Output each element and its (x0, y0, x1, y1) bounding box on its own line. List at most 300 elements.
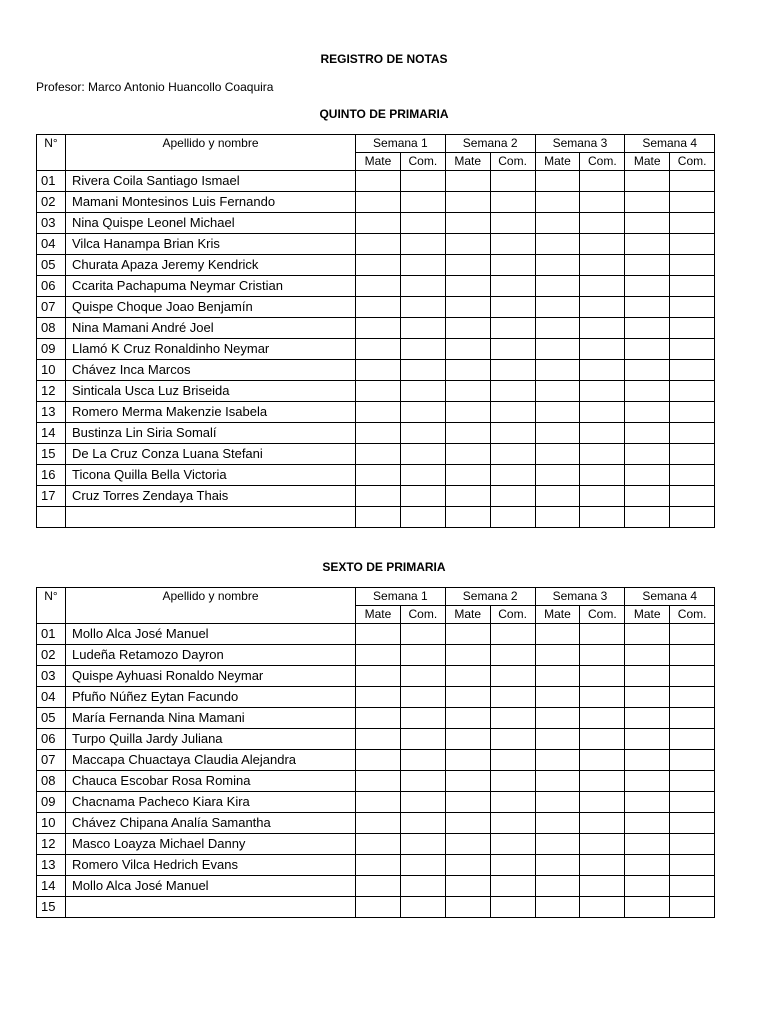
grade-cell[interactable] (445, 171, 490, 192)
grade-cell[interactable] (445, 276, 490, 297)
student-number: 06 (37, 276, 66, 297)
grade-cell[interactable] (356, 897, 401, 918)
grade-cell[interactable] (580, 486, 625, 507)
grade-cell[interactable] (400, 171, 445, 192)
grade-cell[interactable] (580, 876, 625, 897)
grade-cell[interactable] (670, 318, 715, 339)
grade-cell[interactable] (625, 276, 670, 297)
grade-cell[interactable] (445, 360, 490, 381)
grade-cell[interactable] (670, 507, 715, 528)
grade-cell[interactable] (535, 444, 580, 465)
grade-cell[interactable] (445, 192, 490, 213)
grade-cell[interactable] (400, 360, 445, 381)
grade-cell[interactable] (535, 750, 580, 771)
grade-cell[interactable] (535, 381, 580, 402)
grade-cell[interactable] (400, 381, 445, 402)
grade-cell[interactable] (490, 813, 535, 834)
header-week-1: Semana 1 (356, 588, 446, 606)
grade-cell[interactable] (490, 423, 535, 444)
grade-cell[interactable] (580, 339, 625, 360)
grade-cell[interactable] (356, 813, 401, 834)
student-name: Sinticala Usca Luz Briseida (66, 381, 356, 402)
student-name: De La Cruz Conza Luana Stefani (66, 444, 356, 465)
grade-cell[interactable] (580, 171, 625, 192)
student-number: 12 (37, 381, 66, 402)
grade-cell[interactable] (356, 507, 401, 528)
grade-cell[interactable] (670, 876, 715, 897)
grade-cell[interactable] (490, 318, 535, 339)
grade-cell[interactable] (670, 171, 715, 192)
grade-cell[interactable] (490, 645, 535, 666)
grade-cell[interactable] (535, 708, 580, 729)
grade-cell[interactable] (356, 444, 401, 465)
grade-cell[interactable] (356, 234, 401, 255)
student-number: 14 (37, 876, 66, 897)
grade-cell[interactable] (490, 897, 535, 918)
grade-cell[interactable] (535, 855, 580, 876)
grade-cell[interactable] (580, 381, 625, 402)
grade-cell[interactable] (445, 834, 490, 855)
grade-cell[interactable] (445, 813, 490, 834)
grade-cell[interactable] (580, 402, 625, 423)
grade-cell[interactable] (356, 381, 401, 402)
student-number: 07 (37, 750, 66, 771)
grade-cell[interactable] (580, 255, 625, 276)
grade-cell[interactable] (580, 750, 625, 771)
grade-cell[interactable] (670, 645, 715, 666)
grade-cell[interactable] (490, 192, 535, 213)
grade-cell[interactable] (400, 402, 445, 423)
grade-cell[interactable] (625, 465, 670, 486)
table-row (37, 276, 715, 297)
grade-cell[interactable] (580, 297, 625, 318)
grade-cell[interactable] (400, 708, 445, 729)
grade-cell[interactable] (670, 360, 715, 381)
grade-cell[interactable] (400, 213, 445, 234)
grade-cell[interactable] (670, 855, 715, 876)
header-name: Apellido y nombre (66, 135, 356, 171)
grade-cell[interactable] (490, 834, 535, 855)
grade-cell[interactable] (625, 192, 670, 213)
grade-cell[interactable] (535, 486, 580, 507)
grade-cell[interactable] (670, 297, 715, 318)
grade-cell[interactable] (400, 897, 445, 918)
grade-cell[interactable] (356, 402, 401, 423)
grade-cell[interactable] (670, 624, 715, 645)
grade-cell[interactable] (445, 255, 490, 276)
grade-cell[interactable] (535, 423, 580, 444)
grade-cell[interactable] (445, 750, 490, 771)
grade-cell[interactable] (670, 423, 715, 444)
grade-cell[interactable] (356, 318, 401, 339)
grade-cell[interactable] (580, 213, 625, 234)
grade-cell[interactable] (356, 750, 401, 771)
grade-cell[interactable] (625, 645, 670, 666)
grade-cell[interactable] (580, 708, 625, 729)
grade-cell[interactable] (625, 360, 670, 381)
grade-cell[interactable] (670, 486, 715, 507)
grade-cell[interactable] (625, 402, 670, 423)
grade-cell[interactable] (670, 276, 715, 297)
grade-cell[interactable] (356, 486, 401, 507)
grade-cell[interactable] (625, 792, 670, 813)
grade-cell[interactable] (670, 708, 715, 729)
grade-cell[interactable] (356, 666, 401, 687)
student-name: Chávez Chipana Analía Samantha (66, 813, 356, 834)
grade-cell[interactable] (490, 750, 535, 771)
grade-cell[interactable] (490, 381, 535, 402)
grade-cell[interactable] (535, 318, 580, 339)
header-week-1: Semana 1 (356, 135, 446, 153)
grade-cell[interactable] (625, 234, 670, 255)
grade-cell[interactable] (535, 687, 580, 708)
grade-cell[interactable] (625, 876, 670, 897)
header-mate: Mate (445, 153, 490, 171)
grade-cell[interactable] (535, 171, 580, 192)
table-row (37, 771, 715, 792)
grade-cell[interactable] (625, 339, 670, 360)
grade-cell[interactable] (490, 465, 535, 486)
table-row (37, 813, 715, 834)
grade-cell[interactable] (625, 507, 670, 528)
grade-cell[interactable] (535, 507, 580, 528)
grade-cell[interactable] (356, 729, 401, 750)
grade-cell[interactable] (445, 234, 490, 255)
grade-cell[interactable] (625, 834, 670, 855)
grade-cell[interactable] (535, 666, 580, 687)
grade-cell[interactable] (670, 750, 715, 771)
grade-cell[interactable] (445, 402, 490, 423)
student-number: 05 (37, 708, 66, 729)
grade-cell[interactable] (356, 255, 401, 276)
grade-cell[interactable] (535, 897, 580, 918)
grade-cell[interactable] (356, 192, 401, 213)
grade-cell[interactable] (625, 255, 670, 276)
grade-cell[interactable] (580, 192, 625, 213)
student-name: María Fernanda Nina Mamani (66, 708, 356, 729)
grades-table-quinto (36, 134, 715, 528)
grade-cell[interactable] (445, 876, 490, 897)
grade-cell[interactable] (400, 792, 445, 813)
grade-cell[interactable] (625, 381, 670, 402)
student-name: Bustinza Lin Siria Somalí (66, 423, 356, 444)
grade-cell[interactable] (445, 465, 490, 486)
grade-cell[interactable] (580, 624, 625, 645)
grade-cell[interactable] (400, 423, 445, 444)
grade-cell[interactable] (490, 687, 535, 708)
grade-cell[interactable] (400, 297, 445, 318)
grade-cell[interactable] (356, 423, 401, 444)
grade-cell[interactable] (625, 771, 670, 792)
grade-cell[interactable] (670, 444, 715, 465)
grade-cell[interactable] (356, 213, 401, 234)
header-number: N° (37, 588, 66, 624)
grade-cell[interactable] (400, 729, 445, 750)
student-name: Rivera Coila Santiago Ismael (66, 171, 356, 192)
student-name: Turpo Quilla Jardy Juliana (66, 729, 356, 750)
grade-cell[interactable] (535, 255, 580, 276)
student-number: 09 (37, 792, 66, 813)
grade-cell[interactable] (535, 213, 580, 234)
grade-cell[interactable] (445, 771, 490, 792)
grade-cell[interactable] (625, 687, 670, 708)
grade-cell[interactable] (535, 792, 580, 813)
grade-cell[interactable] (580, 276, 625, 297)
grade-cell[interactable] (670, 402, 715, 423)
grade-cell[interactable] (445, 792, 490, 813)
grade-cell[interactable] (625, 444, 670, 465)
grade-cell[interactable] (356, 360, 401, 381)
grade-cell[interactable] (356, 339, 401, 360)
table-row (37, 507, 715, 528)
grade-cell[interactable] (356, 771, 401, 792)
header-week-4: Semana 4 (625, 588, 715, 606)
grade-cell[interactable] (356, 834, 401, 855)
student-number: 14 (37, 423, 66, 444)
grade-cell[interactable] (490, 297, 535, 318)
grade-cell[interactable] (400, 318, 445, 339)
grade-cell[interactable] (625, 486, 670, 507)
grade-cell[interactable] (400, 624, 445, 645)
grade-cell[interactable] (445, 486, 490, 507)
grade-cell[interactable] (580, 792, 625, 813)
grade-cell[interactable] (400, 276, 445, 297)
grade-cell[interactable] (670, 255, 715, 276)
grade-cell[interactable] (490, 666, 535, 687)
grade-cell[interactable] (356, 276, 401, 297)
grade-cell[interactable] (670, 771, 715, 792)
grade-cell[interactable] (535, 360, 580, 381)
grade-cell[interactable] (625, 813, 670, 834)
grade-cell[interactable] (580, 855, 625, 876)
grade-cell[interactable] (580, 360, 625, 381)
grade-cell[interactable] (535, 771, 580, 792)
grade-cell[interactable] (625, 171, 670, 192)
grade-cell[interactable] (670, 813, 715, 834)
grade-cell[interactable] (400, 444, 445, 465)
grade-cell[interactable] (580, 729, 625, 750)
grade-cell[interactable] (580, 234, 625, 255)
grade-cell[interactable] (490, 171, 535, 192)
table-row (37, 318, 715, 339)
student-number (37, 507, 66, 528)
grade-cell[interactable] (625, 624, 670, 645)
student-number: 13 (37, 855, 66, 876)
table-row (37, 339, 715, 360)
grade-cell[interactable] (535, 624, 580, 645)
grade-cell[interactable] (400, 834, 445, 855)
grade-cell[interactable] (670, 687, 715, 708)
table-row (37, 687, 715, 708)
header-com: Com. (580, 606, 625, 624)
grade-cell[interactable] (445, 444, 490, 465)
student-name: Nina Mamani André Joel (66, 318, 356, 339)
grade-cell[interactable] (445, 423, 490, 444)
grade-cell[interactable] (490, 402, 535, 423)
grade-cell[interactable] (625, 297, 670, 318)
table-row (37, 192, 715, 213)
grade-cell[interactable] (490, 876, 535, 897)
student-number: 13 (37, 402, 66, 423)
grade-cell[interactable] (535, 645, 580, 666)
grade-cell[interactable] (400, 855, 445, 876)
grade-cell[interactable] (670, 729, 715, 750)
grade-cell[interactable] (445, 897, 490, 918)
grade-cell[interactable] (400, 666, 445, 687)
grade-cell[interactable] (445, 666, 490, 687)
grade-cell[interactable] (580, 771, 625, 792)
grade-cell[interactable] (445, 855, 490, 876)
grade-cell[interactable] (580, 507, 625, 528)
grade-cell[interactable] (356, 624, 401, 645)
table-row (37, 381, 715, 402)
grade-cell[interactable] (445, 729, 490, 750)
grade-cell[interactable] (535, 297, 580, 318)
grade-cell[interactable] (445, 339, 490, 360)
grade-cell[interactable] (535, 813, 580, 834)
grade-cell[interactable] (535, 402, 580, 423)
grade-cell[interactable] (356, 876, 401, 897)
grade-cell[interactable] (400, 813, 445, 834)
grade-cell[interactable] (580, 645, 625, 666)
student-number: 02 (37, 645, 66, 666)
grade-cell[interactable] (356, 708, 401, 729)
grade-cell[interactable] (490, 276, 535, 297)
student-number: 10 (37, 813, 66, 834)
grade-cell[interactable] (490, 486, 535, 507)
grade-cell[interactable] (445, 624, 490, 645)
grade-cell[interactable] (625, 423, 670, 444)
grade-cell[interactable] (356, 171, 401, 192)
grade-cell[interactable] (670, 339, 715, 360)
student-name: Ludeña Retamozo Dayron (66, 645, 356, 666)
header-com: Com. (490, 606, 535, 624)
student-name: Romero Vilca Hedrich Evans (66, 855, 356, 876)
grade-cell[interactable] (356, 792, 401, 813)
table-row (37, 834, 715, 855)
student-number: 01 (37, 624, 66, 645)
grade-cell[interactable] (490, 444, 535, 465)
grade-cell[interactable] (535, 876, 580, 897)
grade-cell[interactable] (625, 708, 670, 729)
grade-cell[interactable] (445, 297, 490, 318)
grade-cell[interactable] (490, 234, 535, 255)
grade-cell[interactable] (490, 792, 535, 813)
grade-cell[interactable] (535, 276, 580, 297)
grade-cell[interactable] (490, 360, 535, 381)
table-row (37, 423, 715, 444)
grade-cell[interactable] (625, 855, 670, 876)
grade-cell[interactable] (490, 213, 535, 234)
grade-cell[interactable] (625, 666, 670, 687)
grade-cell[interactable] (400, 687, 445, 708)
grade-cell[interactable] (535, 339, 580, 360)
grade-cell[interactable] (356, 297, 401, 318)
grade-cell[interactable] (670, 792, 715, 813)
grade-cell[interactable] (400, 876, 445, 897)
grade-cell[interactable] (400, 465, 445, 486)
grade-cell[interactable] (490, 708, 535, 729)
grade-cell[interactable] (356, 687, 401, 708)
grade-cell[interactable] (580, 465, 625, 486)
grade-cell[interactable] (445, 687, 490, 708)
grade-cell[interactable] (580, 666, 625, 687)
grade-cell[interactable] (356, 855, 401, 876)
grade-cell[interactable] (445, 708, 490, 729)
grade-cell[interactable] (490, 507, 535, 528)
grade-cell[interactable] (356, 465, 401, 486)
grade-cell[interactable] (670, 465, 715, 486)
grade-cell[interactable] (535, 234, 580, 255)
grade-cell[interactable] (580, 444, 625, 465)
grade-cell[interactable] (400, 192, 445, 213)
grade-cell[interactable] (580, 834, 625, 855)
student-name: Vilca Hanampa Brian Kris (66, 234, 356, 255)
grade-cell[interactable] (356, 645, 401, 666)
grade-cell[interactable] (490, 771, 535, 792)
student-name: Ticona Quilla Bella Victoria (66, 465, 356, 486)
grade-cell[interactable] (670, 897, 715, 918)
grade-cell[interactable] (490, 729, 535, 750)
grade-cell[interactable] (490, 855, 535, 876)
grade-cell[interactable] (670, 381, 715, 402)
grade-cell[interactable] (535, 465, 580, 486)
grade-cell[interactable] (580, 813, 625, 834)
table-row (37, 708, 715, 729)
grade-cell[interactable] (580, 897, 625, 918)
grade-cell[interactable] (625, 213, 670, 234)
grade-cell[interactable] (400, 339, 445, 360)
grade-cell[interactable] (580, 423, 625, 444)
grade-cell[interactable] (400, 771, 445, 792)
grade-cell[interactable] (670, 213, 715, 234)
grade-cell[interactable] (490, 339, 535, 360)
grade-cell[interactable] (445, 318, 490, 339)
grade-cell[interactable] (400, 255, 445, 276)
grade-cell[interactable] (490, 255, 535, 276)
grade-cell[interactable] (625, 729, 670, 750)
grade-cell[interactable] (400, 750, 445, 771)
grade-cell[interactable] (670, 234, 715, 255)
grade-cell[interactable] (625, 750, 670, 771)
grade-cell[interactable] (625, 897, 670, 918)
grade-cell[interactable] (535, 834, 580, 855)
table-row (37, 465, 715, 486)
grade-cell[interactable] (400, 507, 445, 528)
grade-cell[interactable] (445, 213, 490, 234)
grade-cell[interactable] (670, 192, 715, 213)
grade-cell[interactable] (400, 234, 445, 255)
grade-cell[interactable] (580, 687, 625, 708)
grade-cell[interactable] (445, 645, 490, 666)
grade-cell[interactable] (400, 486, 445, 507)
table-row (37, 297, 715, 318)
grade-cell[interactable] (670, 834, 715, 855)
document-title: REGISTRO DE NOTAS (320, 52, 448, 66)
grade-cell[interactable] (400, 645, 445, 666)
grade-cell[interactable] (670, 666, 715, 687)
grade-cell[interactable] (445, 381, 490, 402)
grade-cell[interactable] (445, 507, 490, 528)
student-number: 02 (37, 192, 66, 213)
header-com: Com. (670, 153, 715, 171)
grade-cell[interactable] (580, 318, 625, 339)
grade-cell[interactable] (625, 318, 670, 339)
student-name: Llamó K Cruz Ronaldinho Neymar (66, 339, 356, 360)
grade-cell[interactable] (535, 729, 580, 750)
grade-cell[interactable] (490, 624, 535, 645)
grade-cell[interactable] (535, 192, 580, 213)
